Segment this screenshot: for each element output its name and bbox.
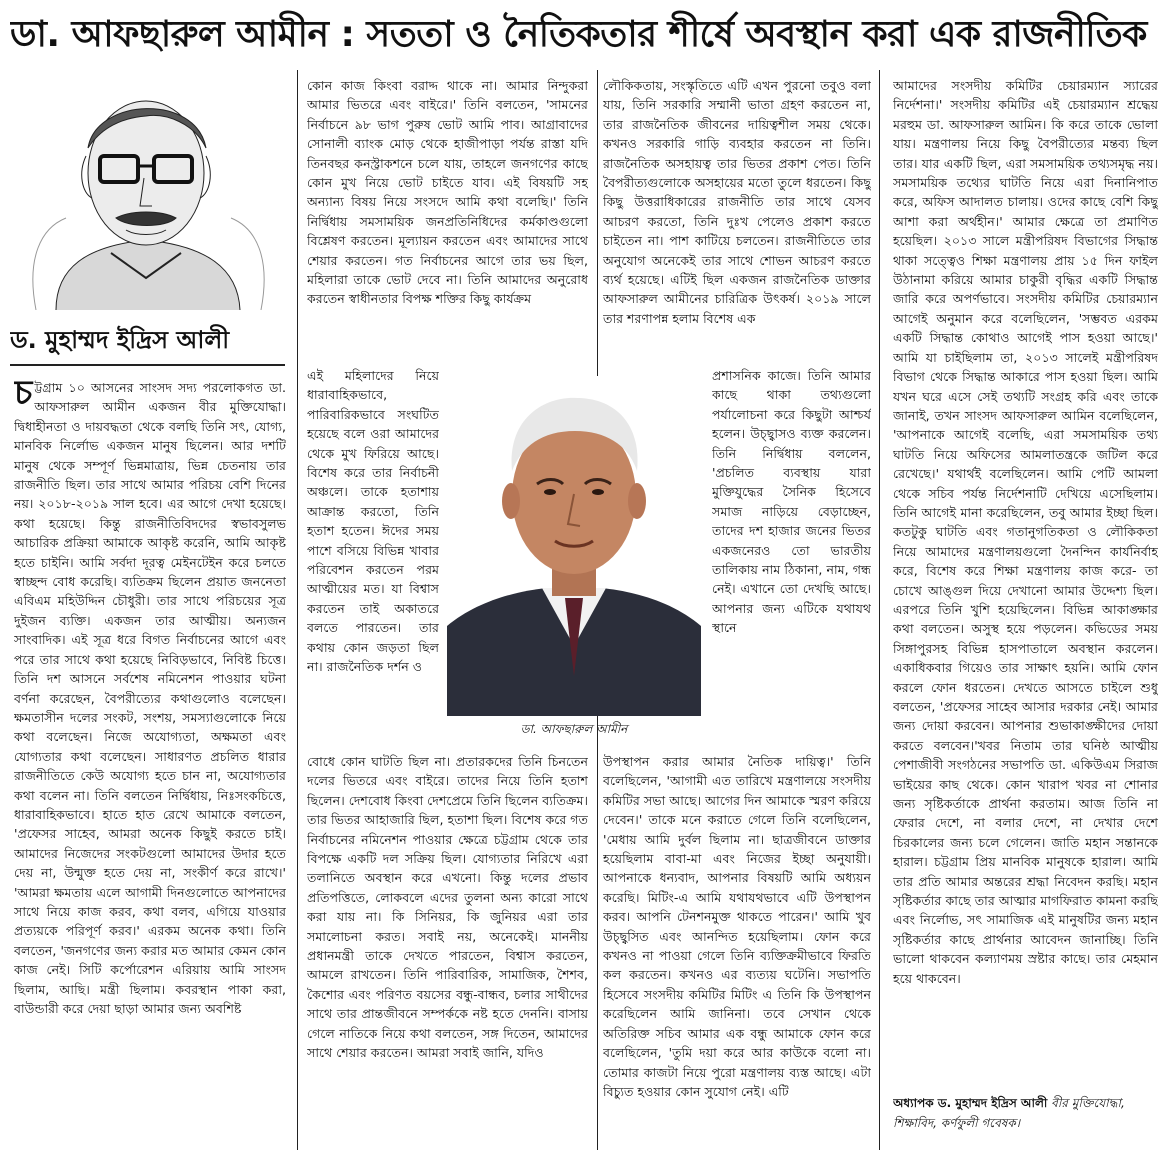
column-rule bbox=[297, 70, 298, 1150]
column-3-bottom bbox=[603, 752, 871, 1148]
author-name: অধ্যাপক ড. মুহাম্মদ ইদ্রিস আলী bbox=[893, 1096, 1048, 1110]
article-paragraph: আমাদের সংসদীয় কমিটির চেয়ারম্যান স্যারের নির্দেশনা।' সংসদীয় কমিটির এই চেয়ারম্যান শ্রদ্ধেয় মরহুম ডা. আফসারুল আমিন। কি করে তাকে ভোলা যায়। মন্ত্রণালয় নিয়ে কিছু বৈপরীত্যের মন্তব্য ছিল তার। যার একটি ছিল, এরা সমসাময়িক তথ্যসমৃদ্ধ নয়। সমসাময়িক তথ্যের ঘাটতি নিয়ে এরা দিনানিপাত করে, অফিস আদালত চালায়। ওদের কাছে বেশি কিছু আশা করা অর্থহীন।' আমার ক্ষেত্রে তা প্রমাণিত হয়েছিল। ২০১৩ সালে মন্ত্রীপরিষদ বিভাগের সিদ্ধান্ত থাকা সত্ত্বেও শিক্ষা মন্ত্রণালয় প্রায় ১৫ দিন ফাইল উঠানামা করিয়ে আমার চাকুরী বৃদ্ধির একটি সিদ্ধান্ত জারি করে অপর্ণভাবে। সংসদীয় কমিটির চেয়ারম্যান আগেই অনুমান করে বলেছিলেন, 'সম্ভবত এরকম একটি সিদ্ধান্ত কোথাও আগেই পাস হওয়া আছে।' আমি যা চাইছিলাম তা, ২০১৩ সালেই মন্ত্রীপরিষদ বিভাগ থেকে সিদ্ধান্ত আকারে পাস হওয়া ছিল। আমি যখন ঘরে এসে সেই তথ্যটি সংগ্রহ করি এবং তাকে জানাই, তখন সাংসদ আফসারুল আমিন বলেছিলেন, 'আপনাকে আগেই বলেছি, এরা সমসাময়িক তথ্য ঘাটতি নিয়ে অফিসের আমলাতন্ত্রকে জটিল করে রেখেছে।' যথার্থই বলেছিলেন। আমি পেটি আমলা থেকে সচিব পর্যন্ত নির্দেশনাটি দেখিয়ে এসেছিলাম। তিনি আগেই মানা করেছিলেন, তবু আমার ইচ্ছা ছিল। কতটুকু ঘাটতি এবং গতানুগতিকতা ও লৌকিকতা নিয়ে আমাদের মন্ত্রণালয়গুলো দৈনন্দিন কার্যনির্বাহ করে, বিশেষ করে শিক্ষা মন্ত্রণালয় কাজ করে- তা চোখে আঙ্গুল দিয়ে দেখানো আমার উদ্দেশ্য ছিল। এরপরে তিনি খুশি হয়েছিলেন। বিভিন্ন আকাঙ্ক্ষার কথা বলতেন। অসুস্থ হয়ে পড়লেন। কভিডের সময় সিঙ্গাপুরসহ বিভিন্ন হাসপাতালে অবস্থান করলেন। একাধিকবার গিয়েও তার সাক্ষাৎ হয়নি। আমি ফোন করলে ফোন ধরতেন। দেখতে আসতে চাইলে শুধু বলতেন, 'প্রফেসর সাহেব আসার দরকার নেই। আমার জন্য দোয়া করবেন। আপনার শুভাকাঙ্ক্ষীদের দোয়া করতে বলবেন।'খবর নিতাম তার ঘনিষ্ঠ আত্মীয় পেশাজীবী সংগঠনের সভাপতি ডা. একিউএম সিরাজ ভাইয়ের কাছ থেকে। কোন খারাপ খবর না শোনার জন্য সৃষ্টিকর্তাকে প্রার্থনা করতাম। আজ তিনি না ফেরার দেশে, না বলার দেশে, না দেখার দেশে চিরকালের জন্য চলে গেলেন। জাতি মহান সন্তানকে হারাল। চট্টগ্রাম প্রিয় মানবিক মানুষকে হারাল। আমি তার প্রতি আমার অন্তরের শ্রদ্ধা নিবেদন করছি। মহান সৃষ্টিকর্তার কাছে তার আত্মার মাগফিরাত কামনা করছি এবং নির্লোভ, সৎ সামাজিক এই মানুষটির জন্য মহান সৃষ্টিকর্তার কাছে প্রার্থনার আবেদন জানাচ্ছি। তিনি ভালো থাকবেন কল্যাণময় স্রষ্টার কাছে। তার মেহমান হয়ে থাকবেন। bbox=[893, 78, 1158, 986]
author-note bbox=[893, 1093, 1158, 1145]
article-paragraph: উপস্থাপন করার আমার নৈতিক দায়িত্ব।' তিনি বলেছিলেন, 'আগামী এত তারিখে মন্ত্রণালয়ে সংসদীয় কমিটির সভা আছে। আগের দিন আমাকে স্মরণ করিয়ে দেবেন।' তাকে মনে করাতে গেলে তিনি বলেছিলেন, 'মেধায় আমি দুর্বল ছিলাম না। ছাত্রজীবনে ডাক্তার হয়েছিলাম বাবা-মা এবং নিজের ইচ্ছা অনুযায়ী। আপনাকে ধন্যবাদ, আপনার বিষয়টি আমি অধ্যয়ন করেছি। মিটিং-এ আমি যথাযথভাবে এটি উপস্থাপন করব। আপনি টেনশনমুক্ত থাকতে পারেন।' আমি খুব উচ্ছ্বসিত এবং আনন্দিত হয়েছিলাম। ফোন করে কখনও না পাওয়া গেলে তিনি ব্যক্তিক্রমীভাবে ফিরতি কল করতেন। কখনও এর ব্যত্যয় ঘটেনি। সভাপতি হিসেবে সংসদীয় কমিটির মিটিং এ তিনি কি উপস্থাপন করেছিলেন আমি জানিনা। তবে সেখান থেকে অতিরিক্ত সচিব আমার এক বন্ধু আমাকে ফোন করে বলেছিলেন, 'তুমি দয়া করে আর কাউকে বলো না। তোমার কাজটা নিয়ে পুরো মন্ত্রণালয় ব্যস্ত আছে। এটা বিচ্যুত হওয়ার কোন সুযোগ নেই। এটি bbox=[603, 754, 871, 1099]
byline-rule bbox=[10, 364, 285, 366]
drop-cap: চ bbox=[14, 378, 33, 413]
author-portrait bbox=[16, 78, 278, 310]
article-paragraph: বোধে কোন ঘাটতি ছিল না। প্রতারকদের তিনি চিনতেন দলের ভিতরে এবং বাইরে। তাদের নিয়ে তিনি হতাশ ছিলেন। দেশবোধ কিংবা দেশপ্রেমে তিনি ছিলেন ব্যতিক্রম। তার ভিতর আহাজারি ছিল, হতাশা ছিল। বিশেষ করে গত নির্বাচনের নমিনেশন পাওয়ার ক্ষেত্রে চট্টগ্রাম থেকে তার বিপক্ষে একটি দল সক্রিয় ছিল। যোগ্যতার নিরিখে এরা তলানিতে অবস্থান করে এখনো। কিন্তু দলের প্রভাব প্রতিপত্তিতে, লোকবলে এদের তুলনা অন্য কারো সাথে করা যায় না। কি সিনিয়র, কি জুনিয়র এরা তার সমালোচনা করত। সবাই নয়, অনেকেই। মাননীয় প্রধানমন্ত্রী তাকে দেখতে পারতেন, বিশ্বাস করতেন, আমলে রাখতেন। তিনি পারিবারিক, সামাজিক, শৈশব, কৈশোর এবং পরিণত বয়সের বন্ধু-বান্ধব, চলার সাথীদের সাথে তার প্রান্তজীবনে সম্পর্ককে নষ্ট হতে দেননি। বাসায় গেলে নাতিকে নিয়ে কথা বলতেন, সঙ্গ দিতেন, আমাদের সাথে শেয়ার করতেন। আমরা সবাই জানি, যদিও bbox=[307, 754, 588, 1061]
article-paragraph: এই মহিলাদের নিয়ে ধারাবাহিকভাবে, পারিবারিকভাবে সংঘটিত হয়েছে বলে ওরা আমাদের থেকে মুখ ফিরিয়ে আছে। বিশেষ করে তার নির্বাচনী অঞ্চলে। তাকে হতাশায় আক্রান্ত করতো, তিনি হতাশ হতেন। ঈদের সময় পাশে বসিয়ে বিভিন্ন খাবার পরিবেশন করতেন পরম আত্মীয়ের মত। যা বিশ্বাস করতেন তাই অকাতরে বলতে পারতেন। তার কথায় কোন জড়তা ছিল না। রাজনৈতিক দর্শন ও bbox=[307, 368, 439, 675]
column-3-top bbox=[603, 76, 871, 366]
article-paragraph: প্রশাসনিক কাজে। তিনি আমার কাছে থাকা তথ্যগুলো পর্যালোচনা করে কিছুটা আশ্চর্য হলেন। উচ্ছ্বাসও ব্যক্ত করলেন। তিনি নির্দ্বিধায় বললেন, 'প্রচলিত ব্যবস্থায় যারা মুক্তিযুদ্ধের সৈনিক হিসেবে সমাজ নাড়িয়ে বেড়াচ্ছেন, তাদের দশ হাজার জনের ভিতর একজনেরও তো ভারতীয় তালিকায় নাম ঠিকানা, নাম, গন্ধ নেই। এখানে তো দেখছি আছে। আপনার জন্য এটিকে যথাযথ স্থানে bbox=[712, 368, 871, 636]
author-title: বীর মুক্তিযোদ্ধা, শিক্ষাবিদ, কর্ণফুলী গবেষক। bbox=[893, 1096, 1125, 1130]
column-4 bbox=[893, 76, 1158, 1088]
subject-photo bbox=[447, 376, 701, 716]
article-paragraph: চট্টগ্রাম ১০ আসনের সাংসদ সদ্য পরলোকগত ডা. আফসারুল আমীন একজন বীর মুক্তিযোদ্ধা। দ্বিধাহীনতা ও দায়বদ্ধতা থেকে বলছি তিনি সৎ, যোগ্য, মানবিক নির্লোভ একজন মানুষ ছিলেন। আর দশটি মানুষ থেকে সম্পূর্ণ ভিন্নমাত্রায়, ভিন্ন চেতনায় তার রাজনীতি ছিল। তার সাথে আমার পরিচয় বেশি দিনের নয়। ২০১৮-২০১৯ সাল হবে। এর আগে দেখা হয়েছে। কথা হয়েছে। কিন্তু রাজনীতিবিদদের স্বভাবসুলভ আচারিক প্রক্রিয়া আমাকে আকৃষ্ট করেনি, আমি আকৃষ্ট হতে চাইনি। আমি সর্বদা দূরত্ব মেইনটেইন করে চলতে স্বাচ্ছন্দ বোধ করেছি। ব্যতিক্রম ছিলেন প্রয়াত জননেতা এবিএম মহিউদ্দিন চৌধুরী। তার সাথে পরিচয়ের সূত্র দুইজন ব্যক্তি। একজন তার আত্মীয়। অন্যজন সাংবাদিক। এই সূত্র ধরে বিগত নির্বাচনের আগে এবং পরে তার সাথে কথা হয়েছে নিবিড়ভাবে, নিবিষ্ট চিত্তে। তিনি দশ আসনে সর্বশেষ নমিনেশন পাওয়ার ঘটনা বর্ণনা করেছেন, বৈপরীত্যের কথাগুলোও বলেছেন। ক্ষমতাসীন দলের সংকট, সংশয়, সমস্যাগুলোকে নিয়ে কথা বলেছেন। নিজে অযোগ্যতা, অক্ষমতা এবং যোগ্যতার কথা বলেছেন। সাধারণত প্রচলিত ধারার রাজনীতিতে কেউ অযোগ্য হতে চান না, অযোগ্যতার কথা বলেন না। তিনি বলতেন নির্দ্বিধায়, নিঃসংকচিত্তে, ধারাবাহিকভাবে। হাতে হাত রেখে আমাকে বলতেন, 'প্রফেসর সাহেব, আমরা অনেক কিছুই করতে চাই। আমাদের নিজেদের সংকটগুলো আমাদের উদার হতে দেয় না, উন্মুক্ত হতে দেয় না, সংকীর্ণ করে রাখে।' 'আমরা ক্ষমতায় এলে আগামী দিনগুলোতে আপনাদের সাথে নিয়ে কাজ করব, কথা বলব, এগিয়ে যাওয়ার প্রত্যয়কে পরিপূর্ণ করব।' এরকম অনেক কথা। তিনি বলতেন, 'জনগণের জন্য করার মত আমার কেমন কোন কাজ নেই। সিটি কর্পোরেশন এরিয়ায় আমি সাংসদ ছিলাম, আছি। মন্ত্রী ছিলাম। কবরস্থান পাকা করা, বাউন্ডারী করে দেয়া ছাড়া আমার জন্য অবশিষ্ট bbox=[14, 378, 286, 1016]
photo-caption: ডা. আফছারুল আমীন bbox=[520, 722, 628, 736]
column-3-side bbox=[712, 366, 871, 750]
article-paragraph: লৌকিকতায়, সংস্কৃতিতে এটি এখন পুরনো তবুও বলা যায়, তিনি সরকারি সম্মানী ভাতা গ্রহণ করতেন না, তার রাজনৈতিক জীবনের দায়িত্বশীল সময় থেকে। কখনও সরকারি গাড়ি ব্যবহার করতেন না তিনি। রাজনৈতিক অসহায়ত্ব তার ভিতর প্রকাশ পেত। তিনি বৈপরীত্যগুলোকে অসহায়ের মতো তুলে ধরতেন। কিছু কিছু উত্তরাধিকারের রাজনীতি তার সাথে যেসব আচরণ করতো, তিনি দুঃখ পেলেও প্রকাশ করতে চাইতেন না। পাশ কাটিয়ে চলতেন। রাজনীতিতে তার অনুযোগ অনেকেই তার সাথে শোভন আচরণ করতে ব্যর্থ হয়েছে। এটিই ছিল একজন রাজনৈতিক ডাক্তার আফসারুল আমীনের চারিত্রিক উৎকর্ষ। ২০১৯ সালে তার শরণাপন্ন হলাম বিশেষ এক bbox=[603, 78, 871, 326]
byline: ড. মুহাম্মদ ইদ্রিস আলী bbox=[10, 326, 230, 354]
article-paragraph: কোন কাজ কিংবা বরাদ্দ থাকে না। আমার নিন্দুকরা আমার ভিতরে এবং বাইরে।' তিনি বলতেন, 'সামনের নির্বাচনে ৯৮ ভাগ পুরুষ ভোট আমি পাব। আগ্রাবাদের সোনালী ব্যাংক মোড় থেকে হাজীপাড়া পর্যন্ত রাস্তা যদি তিনবছর কনস্ট্রাকশনে চলে যায়, তাহলে জনগণের কাছে কোন মুখ নিয়ে ভোট চাইতে যাব। এই বিষয়টি সহ অন্যান্য বিষয় নিয়ে সংসদে আমি কথা বলেছি।' তিনি নির্দ্বিধায় সমসাময়িক জনপ্রতিনিধিদের কর্মকাণ্ডগুলো বিশ্লেষণ করতেন। মূল্যায়ন করতেন এবং আমাদের সাথে শেয়ার করতেন। গত নির্বাচনের আগে তার ভয় ছিল, মহিলারা তাকে ভোট দেবে না। তিনি আমাদের অনুরোধ করতেন স্বাধীনতার বিপক্ষ শক্তির কিছু কার্যক্রম bbox=[307, 78, 588, 307]
column-2-top bbox=[307, 76, 588, 366]
column-rule bbox=[879, 70, 880, 1150]
column-2-side bbox=[307, 366, 439, 750]
column-2-bottom bbox=[307, 752, 588, 1148]
headline: ডা. আফছারুল আমীন : সততা ও নৈতিকতার শীর্ষে অবস্থান করা এক রাজনীতিক bbox=[10, 14, 1147, 55]
column-1 bbox=[14, 378, 286, 1148]
